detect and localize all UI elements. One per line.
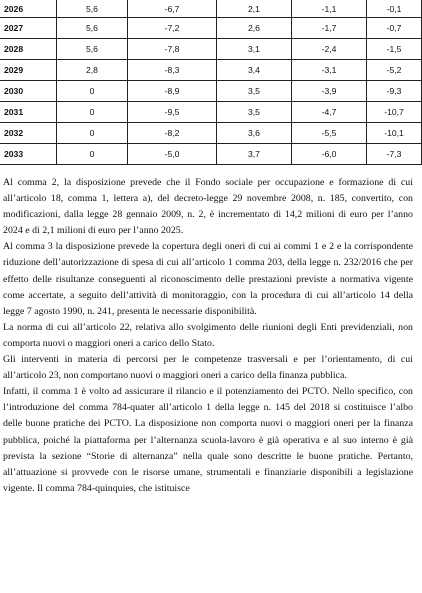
value-cell: -6,7	[128, 0, 217, 18]
year-cell: 2027	[0, 18, 57, 39]
financial-effects-table	[0, 0, 422, 165]
year-cell: 2029	[0, 60, 57, 81]
value-cell: -1,5	[367, 39, 422, 60]
value-cell: -10,1	[367, 123, 422, 144]
value-cell: -5,5	[292, 123, 367, 144]
year-cell: 2033	[0, 144, 57, 165]
value-cell: -8,9	[128, 81, 217, 102]
body-text	[3, 175, 413, 494]
value-cell: 2,6	[217, 18, 292, 39]
table-row	[0, 0, 422, 18]
value-cell: -10,7	[367, 102, 422, 123]
value-cell: 0	[57, 102, 128, 123]
value-cell: -8,3	[128, 60, 217, 81]
value-cell: -3,1	[292, 60, 367, 81]
value-cell: -5,0	[128, 144, 217, 165]
value-cell: 2,1	[217, 0, 292, 18]
value-cell: 3,1	[217, 39, 292, 60]
value-cell: 5,6	[57, 39, 128, 60]
paragraph-articolo-22: La norma di cui all’articolo 22, relativa allo svolgimento delle riunioni degli Enti previdenziali, non comporta nuovi o maggiori oneri a carico dello Stato.	[3, 321, 413, 349]
value-cell: 0	[57, 123, 128, 144]
value-cell: -4,7	[292, 102, 367, 123]
value-cell: 5,6	[57, 0, 128, 18]
table-row	[0, 144, 422, 165]
value-cell: 3,6	[217, 123, 292, 144]
year-cell: 2031	[0, 102, 57, 123]
table-row	[0, 60, 422, 81]
value-cell: -5,2	[367, 60, 422, 81]
value-cell: -3,9	[292, 81, 367, 102]
value-cell: -0,1	[367, 0, 422, 18]
paragraph-comma-1-pcto: Infatti, il comma 1 è volto ad assicurare il rilancio e il potenziamento dei PCTO. Nello specifico, con l’introduzione del comma 784-quater all’articolo 1 della legge n. 145 del 2018 si costituisce l’albo delle buone pratiche dei PCTO. La disposizione non comporta nuovi o maggiori oneri per la finanza pubblica, poiché la piattaforma per l’alternanza scuola-lavoro è già operativa e al suo interno è già prevista la sezione “Storie di alternanza” nella quale sono descritte le buone pratiche. Pertanto, all’attuazione si provvede con le risorse umane, strumentali e finanziarie disponibili a legislazione vigente. Il comma 784-quinquies, che istituisce	[3, 386, 413, 494]
value-cell: -7,3	[367, 144, 422, 165]
value-cell: -0,7	[367, 18, 422, 39]
value-cell: 3,5	[217, 102, 292, 123]
table-row	[0, 102, 422, 123]
year-cell: 2032	[0, 123, 57, 144]
table-row	[0, 81, 422, 102]
table-row	[0, 18, 422, 39]
value-cell: -2,4	[292, 39, 367, 60]
value-cell: -9,5	[128, 102, 217, 123]
paragraph-articolo-23: Gli interventi in materia di percorsi per le competenze trasversali e per l’orientamento, di cui all’articolo 23, non comportano nuovi o maggiori oneri a carico della finanza pubblica.	[3, 354, 413, 382]
value-cell: 3,7	[217, 144, 292, 165]
paragraph-comma-2: Al comma 2, la disposizione prevede che il Fondo sociale per occupazione e formazione di cui all’articolo 18, comma 1, lettera a), del decreto-legge 29 novembre 2008, n. 185, convertito, con modificazioni, dalla legge 28 gennaio 2009, n. 2, è incrementato di 14,2 milioni di euro per l’anno 2024 e di 2,1 milioni di euro per l’anno 2025.	[3, 177, 413, 237]
table-row	[0, 123, 422, 144]
value-cell: -8,2	[128, 123, 217, 144]
value-cell: 3,4	[217, 60, 292, 81]
value-cell: -9,3	[367, 81, 422, 102]
table-row	[0, 39, 422, 60]
value-cell: -1,7	[292, 18, 367, 39]
value-cell: 0	[57, 81, 128, 102]
value-cell: 5,6	[57, 18, 128, 39]
table-body	[0, 0, 422, 165]
value-cell: 3,5	[217, 81, 292, 102]
value-cell: 0	[57, 144, 128, 165]
year-cell: 2030	[0, 81, 57, 102]
value-cell: -7,2	[128, 18, 217, 39]
value-cell: -7,8	[128, 39, 217, 60]
year-cell: 2028	[0, 39, 57, 60]
value-cell: -1,1	[292, 0, 367, 18]
value-cell: -6,0	[292, 144, 367, 165]
paragraph-comma-3: Al comma 3 la disposizione prevede la copertura degli oneri di cui ai commi 1 e 2 e la corrispondente riduzione dell’autorizzazione di spesa di cui all’articolo 1 comma 203, della legge n. 232/2016 che per effetto delle risultanze conseguenti al riconoscimento delle prestazioni previste a normativa vigente come accertate, a seguito dell’attività di monitoraggio, con la procedura di cui all’articolo 14 della legge 7 agosto 1990, n. 241, presenta le necessarie disponibilità.	[3, 241, 413, 317]
value-cell: 2,8	[57, 60, 128, 81]
year-cell: 2026	[0, 0, 57, 18]
